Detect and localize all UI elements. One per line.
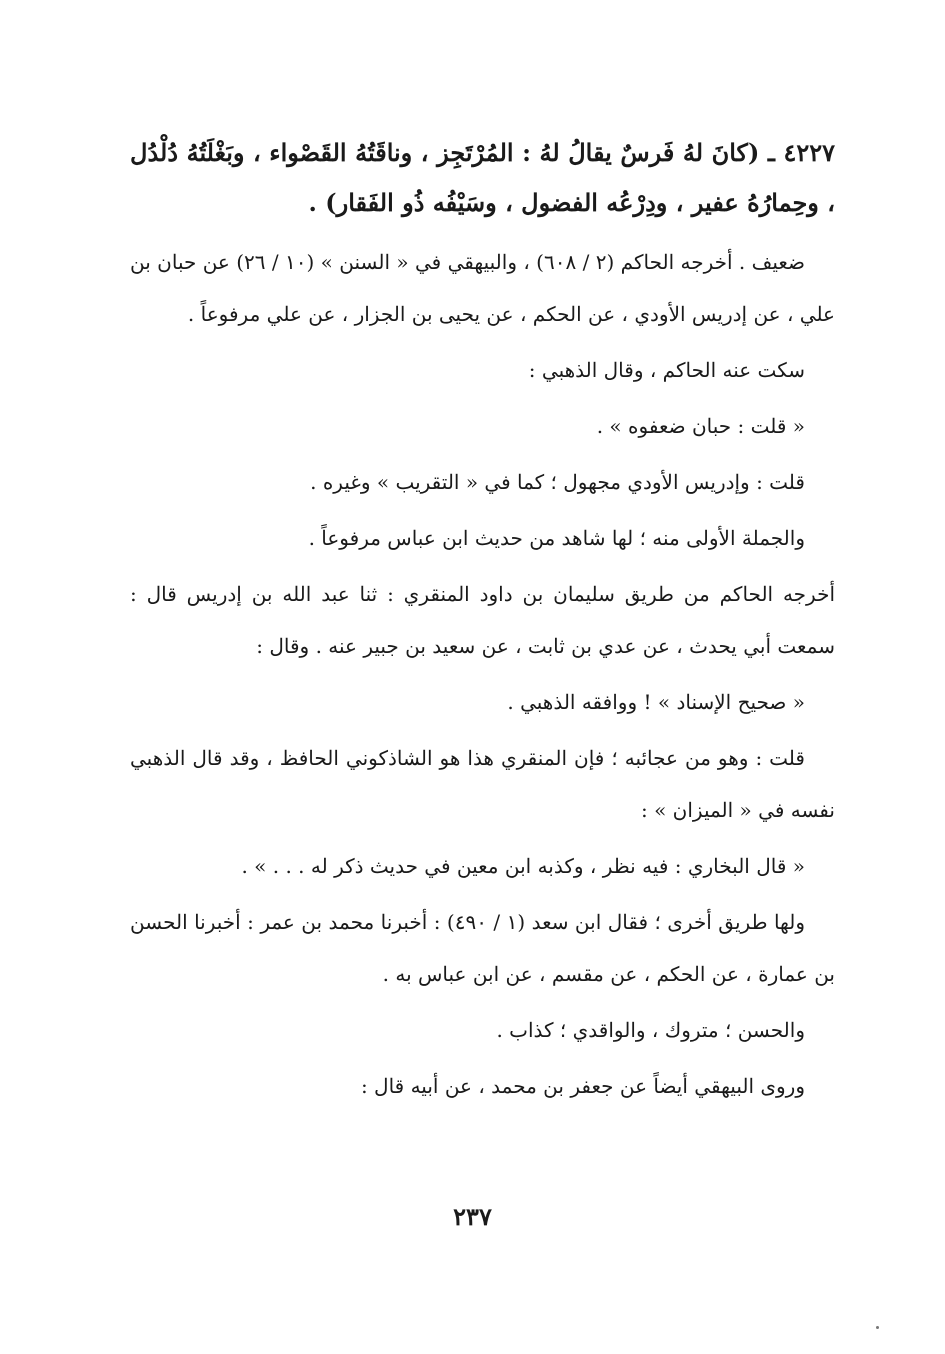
paragraph-hasan-matruk: والحسن ؛ متروك ، والواقدي ؛ كذاب . [496, 1018, 805, 1042]
paragraph-dhahabi-quote: « قلت : حبان ضعفوه » . [596, 414, 805, 438]
scan-speck [876, 1326, 879, 1329]
paragraph-ajaib: قلت : وهو من عجائبه ؛ فإن المنقري هذا هو الشاذكوني الحافظ ، وقد قال الذهبي نفسه في « الميزان » : [130, 746, 835, 822]
paragraph-idris-majhul: قلت : وإدريس الأودي مجهول ؛ كما في « التقريب » وغيره . [310, 470, 805, 494]
paragraph-hakim-tariq: أخرجه الحاكم من طريق سليمان بن داود المنقري : ثنا عبد الله بن إدريس قال : سمعت أبي يحدث ، عن عدي بن ثابت ، عن سعيد بن جبير عنه . وقال : [130, 582, 835, 658]
paragraph-shahid: والجملة الأولى منه ؛ لها شاهد من حديث ابن عباس مرفوعاً . [308, 526, 805, 550]
paragraph-sahih-isnad: « صحيح الإسناد » ! ووافقه الذهبي . [507, 690, 805, 714]
paragraph-takhrij: ضعيف . أخرجه الحاكم (٢ / ٦٠٨) ، والبيهقي في « السنن » (١٠ / ٢٦) عن حبان بن علي ، عن إدريس الأودي ، عن الحكم ، عن يحيى بن الجزار ، عن علي مرفوعاً . [130, 250, 835, 326]
paragraph-hakim-silence: سكت عنه الحاكم ، وقال الذهبي : [528, 358, 805, 382]
paragraph-ibn-saad: ولها طريق أخرى ؛ فقال ابن سعد (١ / ٤٩٠) : أخبرنا محمد بن عمر : أخبرنا الحسن بن عمارة ، عن الحكم ، عن مقسم ، عن ابن عباس به . [130, 910, 835, 986]
paragraph-bukhari-quote: « قال البخاري : فيه نظر ، وكذبه ابن معين في حديث ذكر له . . . » . [241, 854, 805, 878]
page-text [130, 128, 835, 1116]
page-number: ٢٣٧ [453, 1202, 492, 1231]
paragraph-bayhaqi-jafar: وروى البيهقي أيضاً عن جعفر بن محمد ، عن أبيه قال : [360, 1074, 805, 1098]
hadith-heading: ٤٢٢٧ ـ (كانَ لهُ فَرسٌ يقالُ لهُ : المُرْتَجِز ، وناقَتُهُ القَصْواء ، وبَغْلَتُهُ دُلْدُل ، وحِمارُهُ عفير ، ودِرْعُه الفضول ، وسَيْفُه ذُو الفَقار) . [130, 138, 835, 217]
